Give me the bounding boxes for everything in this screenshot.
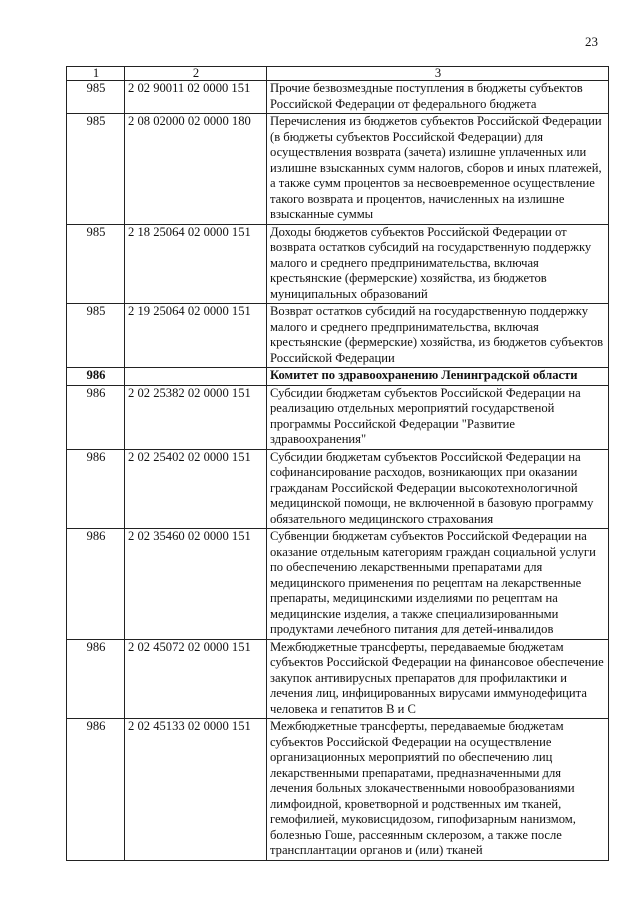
income-name-cell: Комитет по здравоохранению Ленинградской области [267,368,609,386]
table-row [67,114,609,225]
column-header-1: 1 [67,67,125,81]
income-name-cell: Субвенции бюджетам субъектов Российской Федерации на оказание отдельным категориям граждан социальной услуги по обеспечению лекарственными препаратами для медицинского применения по рецептам на лекарственные препараты, медицинскими изделиями по рецептам на медицинские изделия, а также специализированными продуктами лечебного питания для детей-инвалидов [267,529,609,640]
income-name-cell: Возврат остатков субсидий на государственную поддержку малого и среднего предпринимательства, включая крестьянские (фермерские) хозяйства, из бюджетов субъектов Российской Федерации [267,304,609,368]
table-row [67,529,609,640]
admin-code-cell: 986 [67,719,125,861]
admin-code-cell: 986 [67,385,125,449]
income-name-cell: Перечисления из бюджетов субъектов Российской Федерации (в бюджеты субъектов Российской Федерации) для осуществления возврата (зачета) излишне уплаченных или излишне взысканных сумм налогов, сборов и иных платежей, а также сумм процентов за несвоевременное осуществление такого возврата и процентов, начисленных на излишне взысканные суммы [267,114,609,225]
budget-code-cell: 2 02 45072 02 0000 151 [125,639,267,719]
income-name-cell: Прочие безвозмездные поступления в бюджеты субъектов Российской Федерации от федерального бюджета [267,81,609,114]
table-row [67,385,609,449]
table-row [67,449,609,529]
budget-code-cell [125,368,267,386]
admin-code-cell: 986 [67,449,125,529]
budget-code-cell: 2 02 90011 02 0000 151 [125,81,267,114]
table-row [67,639,609,719]
table-body [67,81,609,861]
admin-code-cell: 986 [67,368,125,386]
budget-code-cell: 2 02 35460 02 0000 151 [125,529,267,640]
budget-classification-table [66,66,609,861]
budget-code-cell: 2 18 25064 02 0000 151 [125,224,267,304]
income-name-cell: Субсидии бюджетам субъектов Российской Федерации на софинансирование расходов, возникающих при оказании гражданам Российской Федерации высокотехнологичной медицинской помощи, не включенной в базовую программу обязательного медицинского страхования [267,449,609,529]
table-row [67,224,609,304]
budget-code-cell: 2 02 25402 02 0000 151 [125,449,267,529]
column-header-2: 2 [125,67,267,81]
budget-code-cell: 2 02 25382 02 0000 151 [125,385,267,449]
admin-code-cell: 986 [67,529,125,640]
admin-code-cell: 986 [67,639,125,719]
admin-code-cell: 985 [67,224,125,304]
admin-code-cell: 985 [67,304,125,368]
income-name-cell: Субсидии бюджетам субъектов Российской Федерации на реализацию отдельных мероприятий государственой программы Российской Федерации "Развитие здравоохранения" [267,385,609,449]
table-row [67,719,609,861]
budget-code-cell: 2 08 02000 02 0000 180 [125,114,267,225]
page-number: 23 [585,34,598,49]
table-header-row [67,67,609,81]
income-name-cell: Межбюджетные трансферты, передаваемые бюджетам субъектов Российской Федерации на осуществление организационных мероприятий по обеспечению лиц лекарственными препаратами, предназначенными для лечения больных злокачественными новообразованиями лимфоидной, кроветворной и родственных им тканей, гемофилией, муковисцидозом, гипофизарным нанизмом, болезнью Гоше, рассеянным склерозом, а также после трансплантации органов и (или) тканей [267,719,609,861]
table-row [67,81,609,114]
column-header-3: 3 [267,67,609,81]
budget-code-cell: 2 19 25064 02 0000 151 [125,304,267,368]
admin-code-cell: 985 [67,81,125,114]
table-row [67,304,609,368]
budget-code-cell: 2 02 45133 02 0000 151 [125,719,267,861]
income-name-cell: Доходы бюджетов субъектов Российской Федерации от возврата остатков субсидий на государственную поддержку малого и среднего предпринимательства, включая крестьянские (фермерские) хозяйства, из бюджетов муниципальных образований [267,224,609,304]
admin-code-cell: 985 [67,114,125,225]
income-name-cell: Межбюджетные трансферты, передаваемые бюджетам субъектов Российской Федерации на финансовое обеспечение закупок антивирусных препаратов для профилактики и лечения лиц, инфицированных вирусами иммунодефицита человека и гепатитов В и С [267,639,609,719]
table-row [67,368,609,386]
